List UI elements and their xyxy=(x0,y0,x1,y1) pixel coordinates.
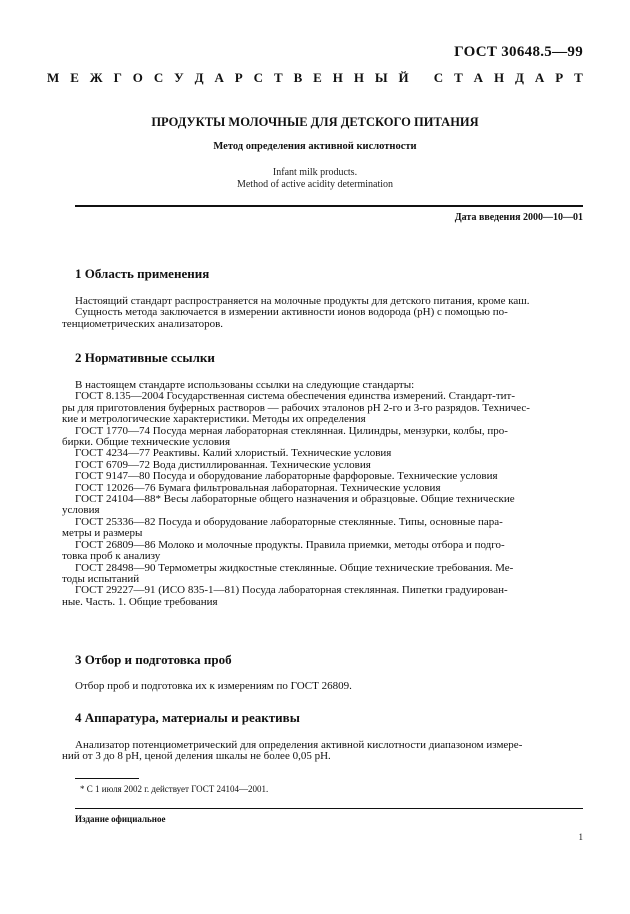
document-subtitle: Метод определения активной кислотности xyxy=(213,141,417,152)
reference-line: товка проб к анализу xyxy=(62,550,161,563)
banner-letter: Е xyxy=(313,70,322,85)
official-edition-label: Издание официальное xyxy=(75,814,166,824)
banner-letter: Д xyxy=(515,70,524,85)
footnote-divider xyxy=(75,778,139,779)
reference-line: В настоящем стандарте использованы ссылки на следующие стандарты: xyxy=(75,379,415,391)
reference-line: ГОСТ 6709—72 Вода дистиллированная. Технические условия xyxy=(75,458,371,471)
reference-line: тоды испытаний xyxy=(62,572,140,585)
reference-line: ГОСТ 24104—88* Весы лабораторные общего назначения и образцовые. Общие технические xyxy=(75,493,515,506)
reference-line: ГОСТ 1770—74 Посуда мерная лабораторная стеклянная. Цилиндры, мензурки, колбы, про- xyxy=(75,424,508,437)
banner-letter: Т xyxy=(273,70,283,85)
reference-line: ГОСТ 4234—77 Реактивы. Калий хлористый. Технические условия xyxy=(75,447,392,460)
reference-line: бирки. Общие технические условия xyxy=(62,436,231,449)
banner-letter: Г xyxy=(113,70,122,85)
banner-letter: В xyxy=(293,70,303,85)
section-3-paragraph: Отбор проб и подготовка их к измерениям по ГОСТ 26809. xyxy=(75,680,352,692)
reference-line: ГОСТ 26809—86 Молоко и молочные продукты. Правила приемки, методы отбора и подго- xyxy=(75,538,505,551)
section-1-heading: 1 Область применения xyxy=(75,266,210,281)
footer-divider xyxy=(75,808,583,809)
reference-line: кие и метрологические характеристики. Методы их определения xyxy=(62,413,366,426)
banner-letter: С xyxy=(253,70,264,85)
banner-letter: О xyxy=(132,70,143,85)
banner-letter: А xyxy=(214,70,224,85)
reference-line: метры и размеры xyxy=(62,527,143,540)
section-1-text xyxy=(62,295,583,330)
section-4-paragraph-b: ний от 3 до 8 рН, ценой деления шкалы не более 0,05 рН. xyxy=(62,750,331,763)
banner-letter: Р xyxy=(555,70,564,85)
banner-letter: Р xyxy=(234,70,243,85)
section-2-text xyxy=(62,380,583,608)
banner-letter: С xyxy=(153,70,164,85)
standard-number: ГОСТ 30648.5—99 xyxy=(454,44,583,60)
section-1-paragraph-1: Настоящий стандарт распространяется на молочные продукты для детского питания, кроме каш. xyxy=(75,295,530,307)
intro-date: Дата введения 2000—10—01 xyxy=(454,212,583,223)
banner-letter: М xyxy=(47,70,60,85)
section-2-heading: 2 Нормативные ссылки xyxy=(75,350,215,365)
section-4-text xyxy=(62,739,583,763)
banner-letter: А xyxy=(473,70,484,85)
interstate-standard-banner xyxy=(47,70,583,86)
footnote: * С 1 июля 2002 г. действует ГОСТ 24104—2001. xyxy=(80,784,269,794)
banner-letter: А xyxy=(534,70,545,85)
banner-letter: У xyxy=(174,70,184,85)
banner-letter: Т xyxy=(454,70,463,85)
banner-letter: Т xyxy=(574,70,583,85)
reference-line: ГОСТ 9147—80 Посуда и оборудование лабораторные фарфоровые. Технические условия xyxy=(75,470,498,483)
reference-line: ГОСТ 28498—90 Термометры жидкостные стеклянные. Общие технические требования. Ме- xyxy=(75,561,514,574)
reference-line: условия xyxy=(62,504,100,517)
reference-line: ГОСТ 12026—76 Бумага фильтровальная лабораторная. Технические условия xyxy=(75,481,441,494)
banner-letter: Ы xyxy=(374,70,388,85)
reference-line: ры для приготовления буферных растворов — рабочих эталонов рН 2-го и 3-го разрядов. Техничес- xyxy=(62,401,530,414)
section-1-paragraph-2a: Сущность метода заключается в измерении активности ионов водорода (рН) с помощью по- xyxy=(75,306,508,319)
banner-letter: Н xyxy=(493,70,505,85)
banner-letter xyxy=(420,70,423,86)
reference-line: ГОСТ 29227—91 (ИСО 835-1—81) Посуда лабораторная стеклянная. Пипетки градуирован- xyxy=(75,584,508,597)
page-number: 1 xyxy=(578,832,583,842)
english-title-line-2: Method of active acidity determination xyxy=(236,179,394,190)
section-4-paragraph-a: Анализатор потенциометрический для определения активной кислотности диапазоном измере- xyxy=(75,739,523,751)
reference-line: ные. Часть. 1. Общие требования xyxy=(62,595,218,608)
document-title: ПРОДУКТЫ МОЛОЧНЫЕ ДЛЯ ДЕТСКОГО ПИТАНИЯ xyxy=(151,115,479,129)
section-1-paragraph-2b: тенциометрических анализаторов. xyxy=(62,317,224,330)
section-3-heading: 3 Отбор и подготовка проб xyxy=(75,652,232,667)
reference-line: ГОСТ 8.135—2004 Государственная система обеспечения единства измерений. Стандарт-тит- xyxy=(75,390,515,403)
section-4-heading: 4 Аппаратура, материалы и реактивы xyxy=(75,710,300,725)
banner-letter: Й xyxy=(398,70,409,85)
banner-letter: Ж xyxy=(89,70,103,85)
header-divider xyxy=(75,205,583,207)
reference-line: ГОСТ 25336—82 Посуда и оборудование лабораторные стеклянные. Типы, основные пара- xyxy=(75,515,503,528)
banner-letter: С xyxy=(433,70,444,85)
banner-letter: Д xyxy=(194,70,204,85)
banner-letter: Н xyxy=(353,70,364,85)
banner-letter: Н xyxy=(332,70,343,85)
banner-letter: Е xyxy=(70,70,79,85)
english-title-line-1: Infant milk products. xyxy=(272,167,358,178)
